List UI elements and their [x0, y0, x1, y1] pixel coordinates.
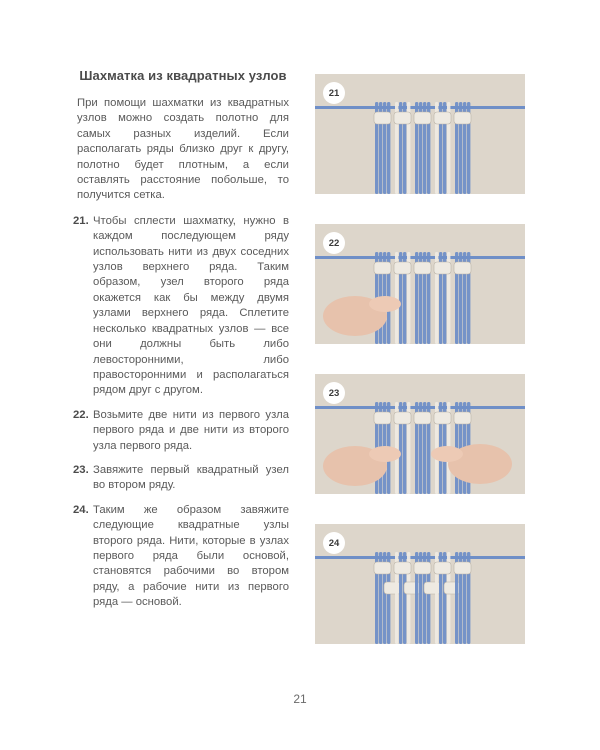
- knot-row2: [444, 582, 461, 594]
- step-badge: 23: [323, 382, 345, 404]
- intro-paragraph: При помощи шахматки из квадратных узлов можно создать полотно для самых разных изделий. Если располагать ряды близко друг к другу, полотно будет плотным, а если оставлять расстояние побольше, то получится сетка.: [77, 97, 289, 202]
- knot: [414, 412, 431, 424]
- step-21: [73, 214, 289, 399]
- step-23: [73, 463, 289, 494]
- step-number: 23.: [73, 463, 89, 476]
- knot: [454, 112, 471, 124]
- page-number: 21: [293, 692, 307, 706]
- knot: [454, 412, 471, 424]
- step-number: 21.: [73, 214, 89, 227]
- step-text: Завяжите первый квадратный узел во втором ряду.: [93, 463, 289, 492]
- step-text: Таким же образом завяжите следующие квадратные узлы второго ряда. Нити, которые в узлах первого ряда были основой, становятся рабочими во втором ряду, а рабочие нити из первого ряда — основой.: [93, 503, 289, 609]
- step-24: [73, 503, 289, 611]
- knot-row2: [384, 582, 401, 594]
- step-text: Чтобы сплести шахматку, нужно в каждом последующем ряду использовать нити из двух соседних узлов верхнего ряда. Таким образом, узел второго ряда окажется как бы между двумя узлами верхнего ряда. Сплетите несколько квадратных узлов — все они должны быть либо левосторонними, либо правосторонними и располагаться рядом друг с другом.: [93, 214, 289, 397]
- text-column: [73, 68, 289, 620]
- macrame-illustration: [315, 74, 525, 194]
- step-badge: 22: [323, 232, 345, 254]
- knot: [374, 562, 391, 574]
- macrame-illustration: [315, 524, 525, 644]
- finger: [369, 446, 401, 462]
- knot: [394, 562, 411, 574]
- knot: [374, 112, 391, 124]
- knot: [434, 112, 451, 124]
- knot: [414, 562, 431, 574]
- knot: [374, 262, 391, 274]
- finger: [369, 296, 401, 312]
- photo-step-23: [315, 374, 525, 494]
- knot-row2: [424, 582, 441, 594]
- knot: [434, 562, 451, 574]
- photo-step-21: [315, 74, 525, 194]
- finger: [431, 446, 463, 462]
- macrame-illustration: [315, 374, 525, 494]
- step-22: [73, 408, 289, 454]
- step-badge: 24: [323, 532, 345, 554]
- knot: [434, 412, 451, 424]
- step-number: 22.: [73, 408, 89, 421]
- knot: [394, 112, 411, 124]
- knot: [434, 262, 451, 274]
- photo-step-22: [315, 224, 525, 344]
- step-badge: 21: [323, 82, 345, 104]
- section-title: Шахматка из квадратных узлов: [79, 68, 287, 83]
- knot: [454, 262, 471, 274]
- knot: [454, 562, 471, 574]
- step-text: Возьмите две нити из первого узла первого ряда и две нити из второго узла первого ряда.: [93, 408, 289, 452]
- step-number: 24.: [73, 503, 89, 516]
- knot-row2: [404, 582, 421, 594]
- photo-step-24: [315, 524, 525, 644]
- knot: [374, 412, 391, 424]
- knot: [394, 412, 411, 424]
- knot: [414, 112, 431, 124]
- macrame-illustration: [315, 224, 525, 344]
- knot: [394, 262, 411, 274]
- knot: [414, 262, 431, 274]
